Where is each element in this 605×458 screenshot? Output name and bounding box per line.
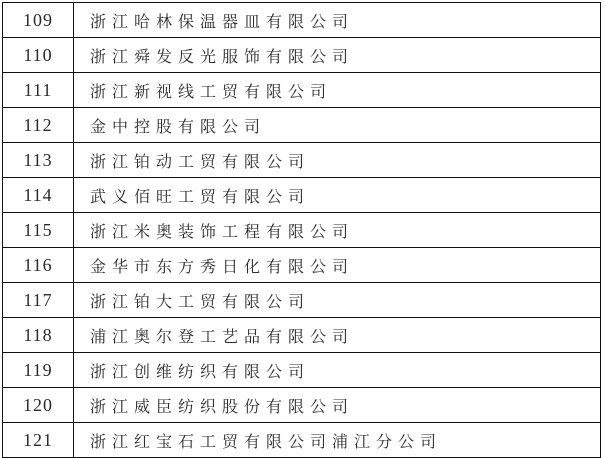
company-name-cell: 浙江创维纺织有限公司 bbox=[90, 363, 311, 381]
row-number-cell: 111 bbox=[3, 73, 74, 107]
table-row bbox=[3, 318, 600, 353]
table-row bbox=[3, 178, 600, 213]
table-row bbox=[3, 73, 600, 108]
company-name-cell: 浙江哈林保温器皿有限公司 bbox=[90, 13, 355, 31]
row-number-cell: 118 bbox=[3, 318, 74, 352]
company-name-cell: 浙江米奥装饰工程有限公司 bbox=[90, 223, 355, 241]
table-row bbox=[3, 213, 600, 248]
table-row bbox=[3, 283, 600, 318]
table-row bbox=[3, 248, 600, 283]
companies-table bbox=[2, 2, 601, 458]
table-row bbox=[3, 353, 600, 388]
company-name-cell: 浦江奥尔登工艺品有限公司 bbox=[90, 328, 355, 346]
table-row bbox=[3, 423, 600, 457]
table-row bbox=[3, 38, 600, 73]
company-name-cell: 浙江舜发反光服饰有限公司 bbox=[90, 48, 355, 66]
row-number-cell: 115 bbox=[3, 213, 74, 247]
row-number-cell: 114 bbox=[3, 178, 74, 212]
company-name-cell: 浙江新视线工贸有限公司 bbox=[90, 83, 333, 101]
company-name-cell: 浙江铂大工贸有限公司 bbox=[90, 293, 311, 311]
company-name-cell: 金华市东方秀日化有限公司 bbox=[90, 258, 355, 276]
row-number-cell: 116 bbox=[3, 248, 74, 282]
table-row bbox=[3, 143, 600, 178]
row-number-cell: 121 bbox=[3, 423, 74, 457]
company-name-cell: 浙江威臣纺织股份有限公司 bbox=[90, 398, 355, 416]
table-row bbox=[3, 388, 600, 423]
row-number-cell: 120 bbox=[3, 388, 74, 422]
row-number-cell: 119 bbox=[3, 353, 74, 387]
company-name-cell: 武义佰旺工贸有限公司 bbox=[90, 188, 311, 206]
company-name-cell: 浙江红宝石工贸有限公司浦江分公司 bbox=[90, 433, 443, 451]
company-name-cell: 金中控股有限公司 bbox=[90, 118, 267, 136]
table-row bbox=[3, 3, 600, 38]
row-number-cell: 117 bbox=[3, 283, 74, 317]
row-number-cell: 109 bbox=[3, 3, 74, 37]
company-name-cell: 浙江铂动工贸有限公司 bbox=[90, 153, 311, 171]
table-row bbox=[3, 108, 600, 143]
row-number-cell: 110 bbox=[3, 38, 74, 72]
row-number-cell: 112 bbox=[3, 108, 74, 142]
row-number-cell: 113 bbox=[3, 143, 74, 177]
